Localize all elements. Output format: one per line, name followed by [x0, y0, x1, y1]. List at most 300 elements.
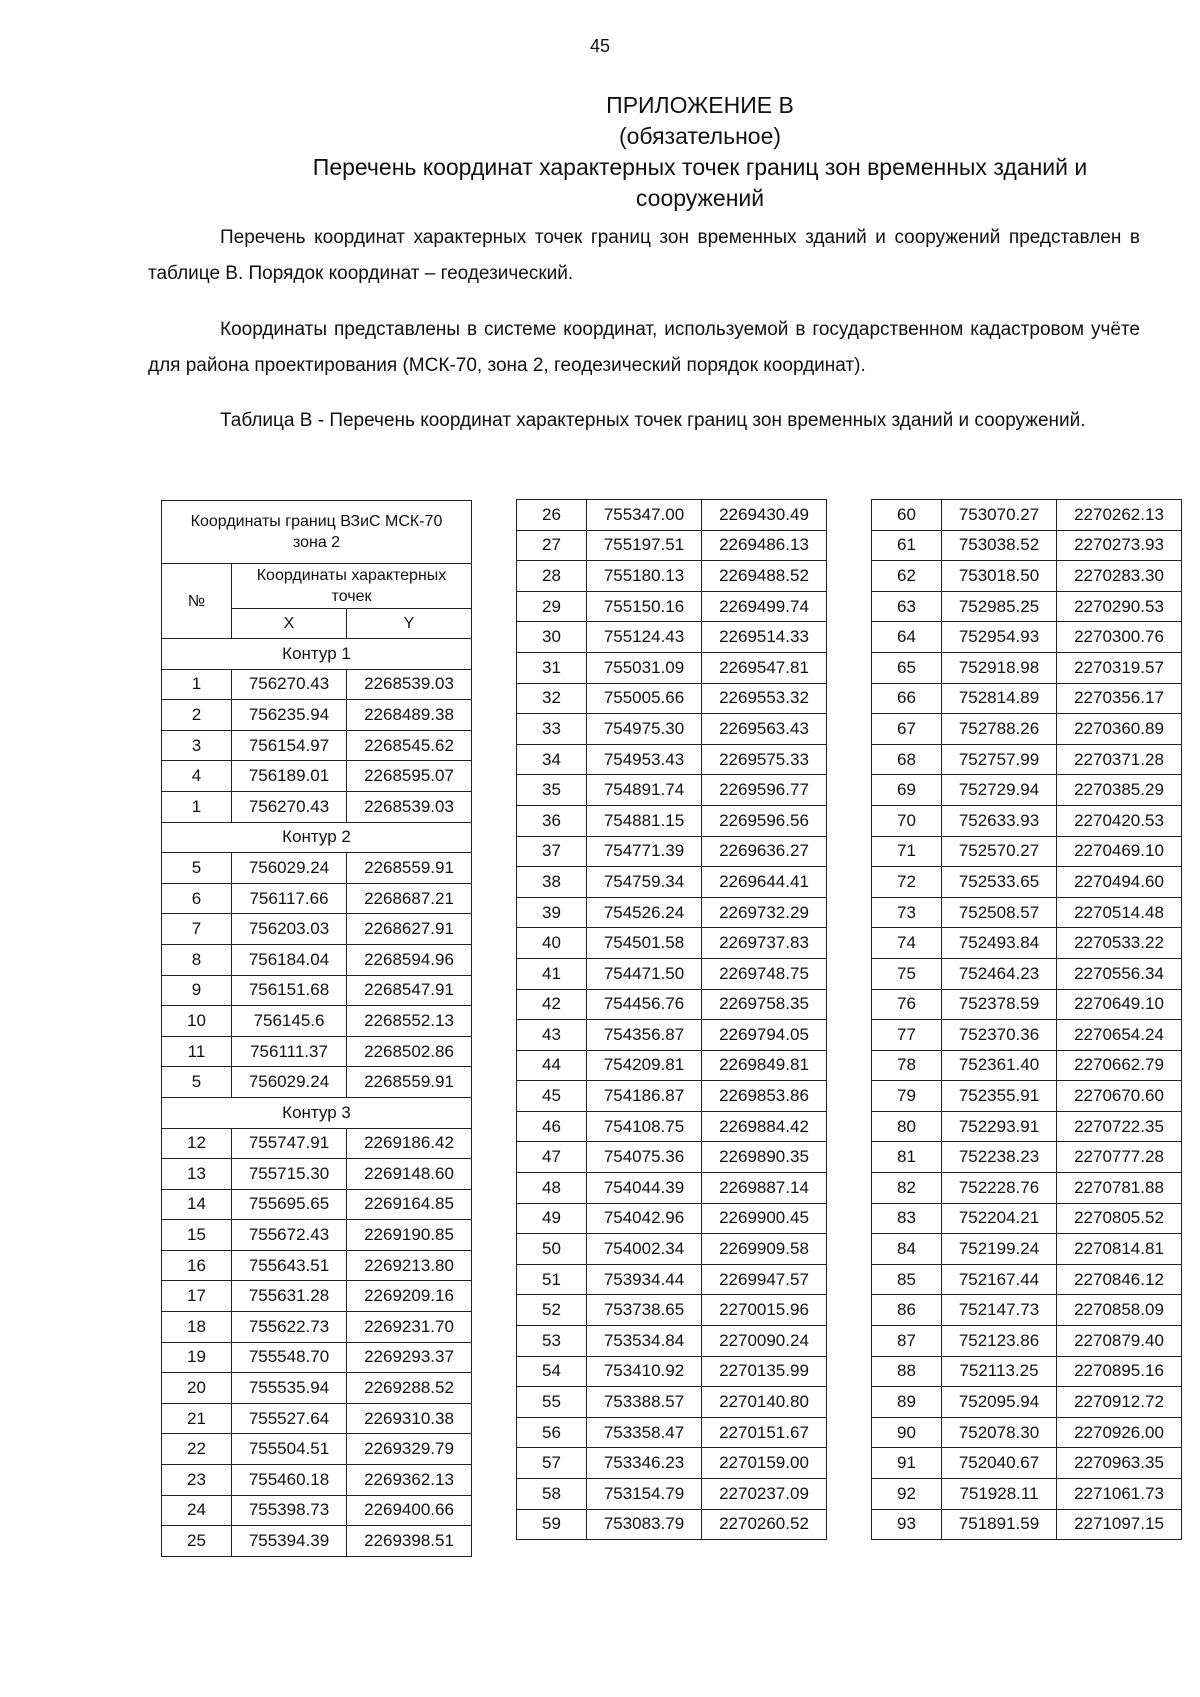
x-coordinate-cell: 754771.39 — [587, 836, 702, 867]
x-coordinate-cell: 752570.27 — [942, 836, 1057, 867]
paragraph-intro — [148, 220, 1140, 292]
y-coordinate-cell: 2270135.99 — [702, 1356, 827, 1387]
table-row — [517, 1295, 827, 1326]
point-number-cell: 62 — [872, 561, 942, 592]
x-coordinate-cell: 752757.99 — [942, 744, 1057, 775]
table-row — [517, 622, 827, 653]
y-coordinate-cell: 2270670.60 — [1057, 1081, 1182, 1112]
x-coordinate-cell: 752238.23 — [942, 1142, 1057, 1173]
table-row — [872, 652, 1182, 683]
y-coordinate-cell: 2268627.91 — [347, 914, 472, 945]
x-coordinate-cell: 754186.87 — [587, 1081, 702, 1112]
table-row — [162, 761, 472, 792]
table-row — [517, 1326, 827, 1357]
coordinates-table-1 — [161, 500, 472, 1557]
table-row — [162, 1434, 472, 1465]
y-coordinate-cell: 2269849.81 — [702, 1050, 827, 1081]
y-coordinate-cell: 2268539.03 — [347, 669, 472, 700]
table-row — [517, 591, 827, 622]
x-coordinate-cell: 755715.30 — [232, 1159, 347, 1190]
y-coordinate-cell: 2270260.52 — [702, 1509, 827, 1540]
table-row — [162, 1250, 472, 1281]
y-coordinate-cell: 2270533.22 — [1057, 928, 1182, 959]
x-coordinate-cell: 753083.79 — [587, 1509, 702, 1540]
point-number-cell: 79 — [872, 1081, 942, 1112]
point-number-cell: 44 — [517, 1050, 587, 1081]
table-row — [872, 1020, 1182, 1051]
y-coordinate-cell: 2269310.38 — [347, 1403, 472, 1434]
table-row — [162, 1220, 472, 1251]
x-coordinate-cell: 752508.57 — [942, 897, 1057, 928]
table-row — [872, 1479, 1182, 1510]
y-coordinate-cell: 2270662.79 — [1057, 1050, 1182, 1081]
table-row — [162, 1403, 472, 1434]
y-coordinate-cell: 2270385.29 — [1057, 775, 1182, 806]
table-row — [872, 591, 1182, 622]
y-coordinate-cell: 2269575.33 — [702, 744, 827, 775]
header-num-cell: № — [162, 564, 232, 639]
y-coordinate-cell: 2269563.43 — [702, 714, 827, 745]
x-coordinate-cell: 752040.67 — [942, 1448, 1057, 1479]
y-coordinate-cell: 2270140.80 — [702, 1387, 827, 1418]
table-row — [872, 1264, 1182, 1295]
y-coordinate-cell: 2269794.05 — [702, 1020, 827, 1051]
point-number-cell: 41 — [517, 958, 587, 989]
point-number-cell: 85 — [872, 1264, 942, 1295]
x-coordinate-cell: 752113.25 — [942, 1356, 1057, 1387]
point-number-cell: 16 — [162, 1250, 232, 1281]
y-coordinate-cell: 2270262.13 — [1057, 500, 1182, 531]
y-coordinate-cell: 2269853.86 — [702, 1081, 827, 1112]
point-number-cell: 45 — [517, 1081, 587, 1112]
x-coordinate-cell: 754456.76 — [587, 989, 702, 1020]
point-number-cell: 74 — [872, 928, 942, 959]
table-row — [517, 1479, 827, 1510]
table-row — [162, 1006, 472, 1037]
y-coordinate-cell: 2270805.52 — [1057, 1203, 1182, 1234]
point-number-cell: 52 — [517, 1295, 587, 1326]
x-coordinate-cell: 756189.01 — [232, 761, 347, 792]
table-row — [162, 1159, 472, 1190]
y-coordinate-cell: 2269596.77 — [702, 775, 827, 806]
point-number-cell: 11 — [162, 1036, 232, 1067]
y-coordinate-cell: 2270879.40 — [1057, 1326, 1182, 1357]
point-number-cell: 64 — [872, 622, 942, 653]
y-coordinate-cell: 2268547.91 — [347, 975, 472, 1006]
point-number-cell: 84 — [872, 1234, 942, 1265]
table-row — [872, 622, 1182, 653]
point-number-cell: 88 — [872, 1356, 942, 1387]
point-number-cell: 77 — [872, 1020, 942, 1051]
point-number-cell: 47 — [517, 1142, 587, 1173]
x-coordinate-cell: 751891.59 — [942, 1509, 1057, 1540]
x-coordinate-cell: 755197.51 — [587, 530, 702, 561]
point-number-cell: 57 — [517, 1448, 587, 1479]
point-number-cell: 93 — [872, 1509, 942, 1540]
x-coordinate-cell: 755643.51 — [232, 1250, 347, 1281]
point-number-cell: 22 — [162, 1434, 232, 1465]
x-coordinate-cell: 752533.65 — [942, 867, 1057, 898]
y-coordinate-cell: 2270090.24 — [702, 1326, 827, 1357]
y-coordinate-cell: 2270469.10 — [1057, 836, 1182, 867]
table-row — [517, 500, 827, 531]
x-coordinate-cell: 753410.92 — [587, 1356, 702, 1387]
y-coordinate-cell: 2270371.28 — [1057, 744, 1182, 775]
point-number-cell: 82 — [872, 1173, 942, 1204]
y-coordinate-cell: 2269947.57 — [702, 1264, 827, 1295]
table-row — [872, 1081, 1182, 1112]
x-coordinate-cell: 754075.36 — [587, 1142, 702, 1173]
y-coordinate-cell: 2269186.42 — [347, 1128, 472, 1159]
y-coordinate-cell: 2269164.85 — [347, 1189, 472, 1220]
x-coordinate-cell: 756203.03 — [232, 914, 347, 945]
paragraph-coordinate-system-text: Координаты представлены в системе координат, используемой в государственном кадастровом учёте для района проектирования (МСК-70, зона 2, геодезический порядок координат). — [148, 319, 1140, 376]
table-row — [162, 975, 472, 1006]
table-row — [162, 1128, 472, 1159]
table-row — [872, 1509, 1182, 1540]
table-row — [872, 1326, 1182, 1357]
x-coordinate-cell: 752814.89 — [942, 683, 1057, 714]
y-coordinate-cell: 2270151.67 — [702, 1417, 827, 1448]
point-number-cell: 92 — [872, 1479, 942, 1510]
x-coordinate-cell: 752199.24 — [942, 1234, 1057, 1265]
page-number: 45 — [589, 36, 611, 56]
table-row — [872, 805, 1182, 836]
y-coordinate-cell: 2269430.49 — [702, 500, 827, 531]
table-title-cell: Координаты границ ВЗиС МСК-70 зона 2 — [162, 501, 472, 564]
x-coordinate-cell: 754759.34 — [587, 867, 702, 898]
table-row — [872, 928, 1182, 959]
table-row — [872, 744, 1182, 775]
x-coordinate-cell: 754881.15 — [587, 805, 702, 836]
point-number-cell: 86 — [872, 1295, 942, 1326]
point-number-cell: 2 — [162, 700, 232, 731]
x-coordinate-cell: 756151.68 — [232, 975, 347, 1006]
point-number-cell: 35 — [517, 775, 587, 806]
table-row — [162, 1373, 472, 1404]
point-number-cell: 9 — [162, 975, 232, 1006]
table-row — [517, 530, 827, 561]
table-row — [162, 1281, 472, 1312]
y-coordinate-cell: 2269887.14 — [702, 1173, 827, 1204]
y-coordinate-cell: 2269900.45 — [702, 1203, 827, 1234]
x-coordinate-cell: 752370.36 — [942, 1020, 1057, 1051]
table-row — [517, 1356, 827, 1387]
point-number-cell: 6 — [162, 883, 232, 914]
table-row — [517, 1173, 827, 1204]
x-coordinate-cell: 753346.23 — [587, 1448, 702, 1479]
table-row — [517, 561, 827, 592]
y-coordinate-cell: 2270273.93 — [1057, 530, 1182, 561]
x-coordinate-cell: 756154.97 — [232, 730, 347, 761]
point-number-cell: 37 — [517, 836, 587, 867]
point-number-cell: 7 — [162, 914, 232, 945]
point-number-cell: 55 — [517, 1387, 587, 1418]
y-coordinate-cell: 2269636.27 — [702, 836, 827, 867]
x-coordinate-cell: 754042.96 — [587, 1203, 702, 1234]
table-row — [162, 669, 472, 700]
point-number-cell: 23 — [162, 1465, 232, 1496]
point-number-cell: 43 — [517, 1020, 587, 1051]
appendix-status: (обязательное) — [618, 123, 782, 149]
y-coordinate-cell: 2269909.58 — [702, 1234, 827, 1265]
table-row — [517, 989, 827, 1020]
point-number-cell: 61 — [872, 530, 942, 561]
y-coordinate-cell: 2270360.89 — [1057, 714, 1182, 745]
x-coordinate-cell: 754471.50 — [587, 958, 702, 989]
x-coordinate-cell: 755347.00 — [587, 500, 702, 531]
point-number-cell: 21 — [162, 1403, 232, 1434]
y-coordinate-cell: 2270290.53 — [1057, 591, 1182, 622]
table-row — [517, 1264, 827, 1295]
point-number-cell: 3 — [162, 730, 232, 761]
point-number-cell: 66 — [872, 683, 942, 714]
y-coordinate-cell: 2270777.28 — [1057, 1142, 1182, 1173]
point-number-cell: 71 — [872, 836, 942, 867]
point-number-cell: 18 — [162, 1312, 232, 1343]
x-coordinate-cell: 755672.43 — [232, 1220, 347, 1251]
y-coordinate-cell: 2269514.33 — [702, 622, 827, 653]
table-row — [872, 836, 1182, 867]
x-coordinate-cell: 753018.50 — [942, 561, 1057, 592]
point-number-cell: 40 — [517, 928, 587, 959]
x-coordinate-cell: 752985.25 — [942, 591, 1057, 622]
point-number-cell: 51 — [517, 1264, 587, 1295]
point-number-cell: 33 — [517, 714, 587, 745]
contour-section-row — [162, 822, 472, 853]
y-coordinate-cell: 2269737.83 — [702, 928, 827, 959]
table-row — [162, 1312, 472, 1343]
x-coordinate-cell: 753934.44 — [587, 1264, 702, 1295]
table-row — [517, 897, 827, 928]
x-coordinate-cell: 755005.66 — [587, 683, 702, 714]
x-coordinate-cell: 755180.13 — [587, 561, 702, 592]
x-coordinate-cell: 755622.73 — [232, 1312, 347, 1343]
x-coordinate-cell: 753154.79 — [587, 1479, 702, 1510]
point-number-cell: 56 — [517, 1417, 587, 1448]
y-coordinate-cell: 2270858.09 — [1057, 1295, 1182, 1326]
point-number-cell: 73 — [872, 897, 942, 928]
x-coordinate-cell: 752228.76 — [942, 1173, 1057, 1204]
point-number-cell: 42 — [517, 989, 587, 1020]
point-number-cell: 65 — [872, 652, 942, 683]
y-coordinate-cell: 2269547.81 — [702, 652, 827, 683]
y-coordinate-cell: 2270654.24 — [1057, 1020, 1182, 1051]
x-coordinate-cell: 755535.94 — [232, 1373, 347, 1404]
point-number-cell: 59 — [517, 1509, 587, 1540]
point-number-cell: 68 — [872, 744, 942, 775]
x-coordinate-cell: 754526.24 — [587, 897, 702, 928]
x-coordinate-cell: 753738.65 — [587, 1295, 702, 1326]
x-coordinate-cell: 755031.09 — [587, 652, 702, 683]
y-coordinate-cell: 2270895.16 — [1057, 1356, 1182, 1387]
point-number-cell: 46 — [517, 1111, 587, 1142]
y-coordinate-cell: 2270283.30 — [1057, 561, 1182, 592]
point-number-cell: 14 — [162, 1189, 232, 1220]
x-coordinate-cell: 752167.44 — [942, 1264, 1057, 1295]
y-coordinate-cell: 2269748.75 — [702, 958, 827, 989]
y-coordinate-cell: 2268687.21 — [347, 883, 472, 914]
x-coordinate-cell: 754356.87 — [587, 1020, 702, 1051]
x-coordinate-cell: 754108.75 — [587, 1111, 702, 1142]
y-coordinate-cell: 2270963.35 — [1057, 1448, 1182, 1479]
y-coordinate-cell: 2269209.16 — [347, 1281, 472, 1312]
x-coordinate-cell: 755747.91 — [232, 1128, 347, 1159]
y-coordinate-cell: 2270514.48 — [1057, 897, 1182, 928]
table-row — [872, 500, 1182, 531]
y-coordinate-cell: 2269732.29 — [702, 897, 827, 928]
x-coordinate-cell: 756270.43 — [232, 669, 347, 700]
y-coordinate-cell: 2269148.60 — [347, 1159, 472, 1190]
x-coordinate-cell: 756111.37 — [232, 1036, 347, 1067]
x-coordinate-cell: 752293.91 — [942, 1111, 1057, 1142]
y-coordinate-cell: 2270846.12 — [1057, 1264, 1182, 1295]
point-number-cell: 83 — [872, 1203, 942, 1234]
x-coordinate-cell: 756029.24 — [232, 853, 347, 884]
y-coordinate-cell: 2270912.72 — [1057, 1387, 1182, 1418]
y-coordinate-cell: 2270319.57 — [1057, 652, 1182, 683]
x-coordinate-cell: 754002.34 — [587, 1234, 702, 1265]
point-number-cell: 76 — [872, 989, 942, 1020]
x-coordinate-cell: 756184.04 — [232, 944, 347, 975]
x-coordinate-cell: 755504.51 — [232, 1434, 347, 1465]
point-number-cell: 38 — [517, 867, 587, 898]
point-number-cell: 1 — [162, 791, 232, 822]
table-row — [162, 1495, 472, 1526]
x-coordinate-cell: 752147.73 — [942, 1295, 1057, 1326]
appendix-subtitle-line1: Перечень координат характерных точек границ зон временных зданий и — [312, 154, 1088, 180]
table-row — [162, 1526, 472, 1557]
point-number-cell: 87 — [872, 1326, 942, 1357]
x-coordinate-cell: 756117.66 — [232, 883, 347, 914]
table-row — [517, 683, 827, 714]
y-coordinate-cell: 2269293.37 — [347, 1342, 472, 1373]
y-coordinate-cell: 2268539.03 — [347, 791, 472, 822]
table-row — [872, 1234, 1182, 1265]
y-coordinate-cell: 2270722.35 — [1057, 1111, 1182, 1142]
y-coordinate-cell: 2269329.79 — [347, 1434, 472, 1465]
coordinates-table-3 — [871, 499, 1182, 1540]
table-row — [517, 805, 827, 836]
point-number-cell: 58 — [517, 1479, 587, 1510]
table-row — [872, 775, 1182, 806]
y-coordinate-cell: 2270649.10 — [1057, 989, 1182, 1020]
y-coordinate-cell: 2269362.13 — [347, 1465, 472, 1496]
point-number-cell: 20 — [162, 1373, 232, 1404]
y-coordinate-cell: 2268489.38 — [347, 700, 472, 731]
header-y-cell: Y — [347, 609, 472, 639]
x-coordinate-cell: 753358.47 — [587, 1417, 702, 1448]
x-coordinate-cell: 755631.28 — [232, 1281, 347, 1312]
point-number-cell: 12 — [162, 1128, 232, 1159]
table-row — [517, 1417, 827, 1448]
y-coordinate-cell: 2268545.62 — [347, 730, 472, 761]
point-number-cell: 53 — [517, 1326, 587, 1357]
y-coordinate-cell: 2268559.91 — [347, 853, 472, 884]
point-number-cell: 63 — [872, 591, 942, 622]
y-coordinate-cell: 2268595.07 — [347, 761, 472, 792]
table-row — [872, 1111, 1182, 1142]
table-row — [872, 897, 1182, 928]
table-row — [872, 714, 1182, 745]
contour-label: Контур 1 — [162, 639, 472, 670]
table-row — [872, 989, 1182, 1020]
table-row — [517, 775, 827, 806]
x-coordinate-cell: 752378.59 — [942, 989, 1057, 1020]
point-number-cell: 15 — [162, 1220, 232, 1251]
table-row — [162, 853, 472, 884]
x-coordinate-cell: 754044.39 — [587, 1173, 702, 1204]
x-coordinate-cell: 754891.74 — [587, 775, 702, 806]
x-coordinate-cell: 753534.84 — [587, 1326, 702, 1357]
x-coordinate-cell: 752078.30 — [942, 1417, 1057, 1448]
table-row — [162, 883, 472, 914]
table-row — [162, 914, 472, 945]
point-number-cell: 50 — [517, 1234, 587, 1265]
y-coordinate-cell: 2268502.86 — [347, 1036, 472, 1067]
table-row — [872, 1173, 1182, 1204]
y-coordinate-cell: 2268552.13 — [347, 1006, 472, 1037]
x-coordinate-cell: 755394.39 — [232, 1526, 347, 1557]
point-number-cell: 48 — [517, 1173, 587, 1204]
y-coordinate-cell: 2269596.56 — [702, 805, 827, 836]
header-row-title — [162, 501, 472, 564]
y-coordinate-cell: 2270159.00 — [702, 1448, 827, 1479]
y-coordinate-cell: 2269644.41 — [702, 867, 827, 898]
table-row — [517, 714, 827, 745]
point-number-cell: 10 — [162, 1006, 232, 1037]
y-coordinate-cell: 2270420.53 — [1057, 805, 1182, 836]
y-coordinate-cell: 2269486.13 — [702, 530, 827, 561]
table-row — [872, 530, 1182, 561]
table-row — [517, 1020, 827, 1051]
x-coordinate-cell: 752204.21 — [942, 1203, 1057, 1234]
point-number-cell: 81 — [872, 1142, 942, 1173]
table-row — [872, 561, 1182, 592]
table-row — [517, 836, 827, 867]
y-coordinate-cell: 2269190.85 — [347, 1220, 472, 1251]
table-row — [517, 652, 827, 683]
table-row — [872, 1203, 1182, 1234]
point-number-cell: 54 — [517, 1356, 587, 1387]
point-number-cell: 30 — [517, 622, 587, 653]
table-row — [517, 1234, 827, 1265]
contour-section-row — [162, 1097, 472, 1128]
point-number-cell: 60 — [872, 500, 942, 531]
point-number-cell: 1 — [162, 669, 232, 700]
x-coordinate-cell: 756270.43 — [232, 791, 347, 822]
y-coordinate-cell: 2269398.51 — [347, 1526, 472, 1557]
x-coordinate-cell: 752123.86 — [942, 1326, 1057, 1357]
point-number-cell: 25 — [162, 1526, 232, 1557]
table-row — [162, 944, 472, 975]
paragraph-intro-text: Перечень координат характерных точек границ зон временных зданий и сооружений представлен в таблице В. Порядок координат – геодезический. — [148, 227, 1140, 284]
y-coordinate-cell: 2269890.35 — [702, 1142, 827, 1173]
x-coordinate-cell: 751928.11 — [942, 1479, 1057, 1510]
point-number-cell: 80 — [872, 1111, 942, 1142]
x-coordinate-cell: 754501.58 — [587, 928, 702, 959]
contour-section-row — [162, 639, 472, 670]
table-row — [872, 1387, 1182, 1418]
y-coordinate-cell: 2271061.73 — [1057, 1479, 1182, 1510]
point-number-cell: 78 — [872, 1050, 942, 1081]
table-row — [162, 1465, 472, 1496]
x-coordinate-cell: 753070.27 — [942, 500, 1057, 531]
y-coordinate-cell: 2271097.15 — [1057, 1509, 1182, 1540]
coordinates-table-2 — [516, 499, 827, 1540]
point-number-cell: 27 — [517, 530, 587, 561]
header-x-cell: X — [232, 609, 347, 639]
